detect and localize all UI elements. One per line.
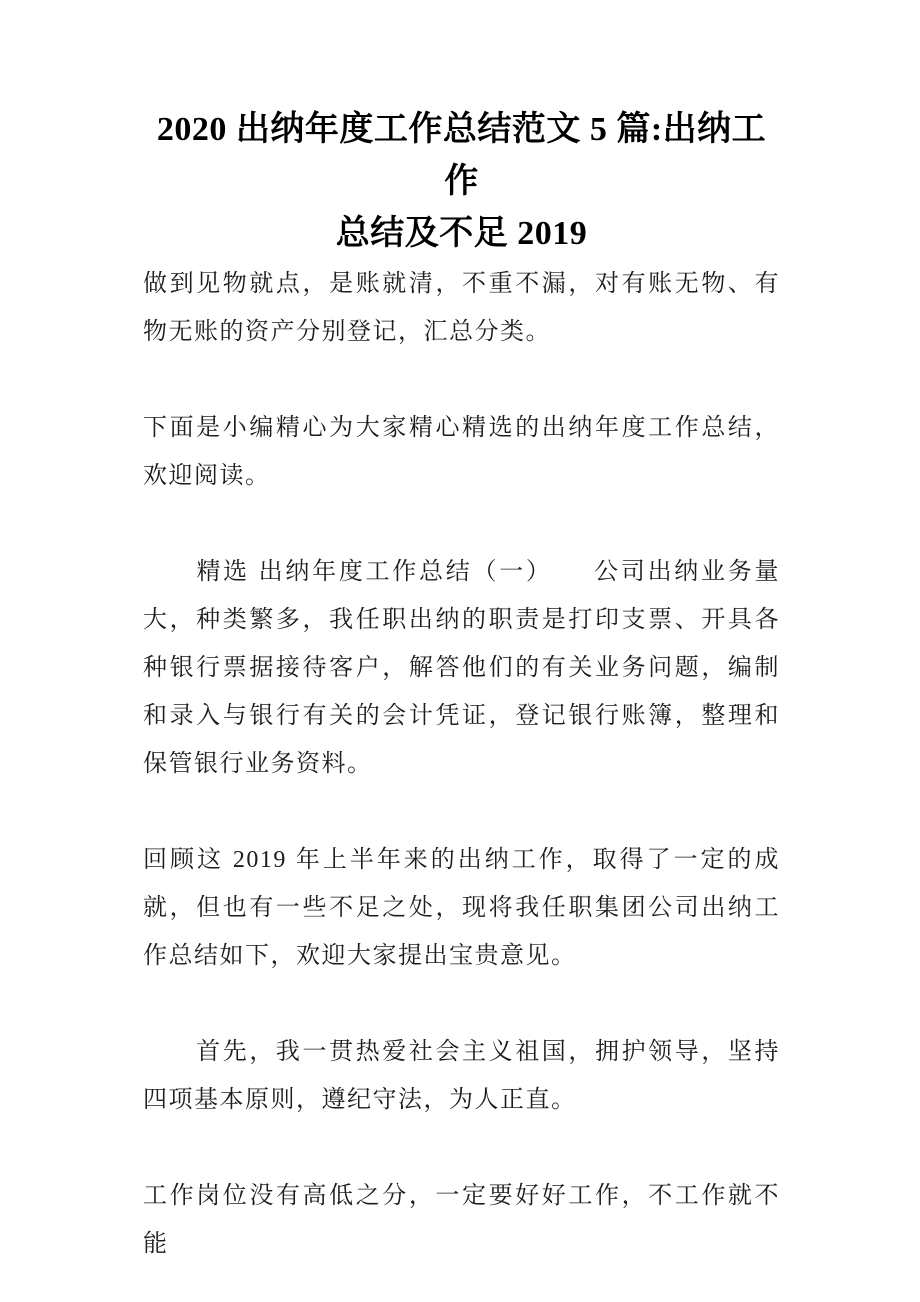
paragraph: 首先，我一贯热爱社会主义祖国，拥护领导，坚持四项基本原则，遵纪守法，为人正直。 <box>143 1039 780 1113</box>
paragraph: 工作岗位没有高低之分，一定要好好工作，不工作就不能 <box>143 1183 780 1257</box>
paragraph: 做到见物就点，是账就清，不重不漏，对有账无物、有物无账的资产分别登记，汇总分类。 <box>143 271 780 345</box>
document-content <box>143 104 780 1268</box>
paragraph: 下面是小编精心为大家精心精选的出纳年度工作总结，欢迎阅读。 <box>143 415 780 489</box>
document-title-line-1: 2020 出纳年度工作总结范文 5 篇:出纳工作 <box>156 111 767 200</box>
document-title <box>143 104 780 260</box>
document-title-line-2: 总结及不足 2019 <box>335 215 588 252</box>
paragraph: 回顾这 2019 年上半年来的出纳工作，取得了一定的成就，但也有一些不足之处，现将我任职集团公司出纳工作总结如下，欢迎大家提出宝贵意见。 <box>143 847 780 969</box>
paragraph: 精选 出纳年度工作总结（一） 公司出纳业务量大，种类繁多，我任职出纳的职责是打印支票、开具各种银行票据接待客户，解答他们的有关业务问题，编制和录入与银行有关的会计凭证，登记银行账簿，整理和保管银行业务资料。 <box>143 559 780 777</box>
